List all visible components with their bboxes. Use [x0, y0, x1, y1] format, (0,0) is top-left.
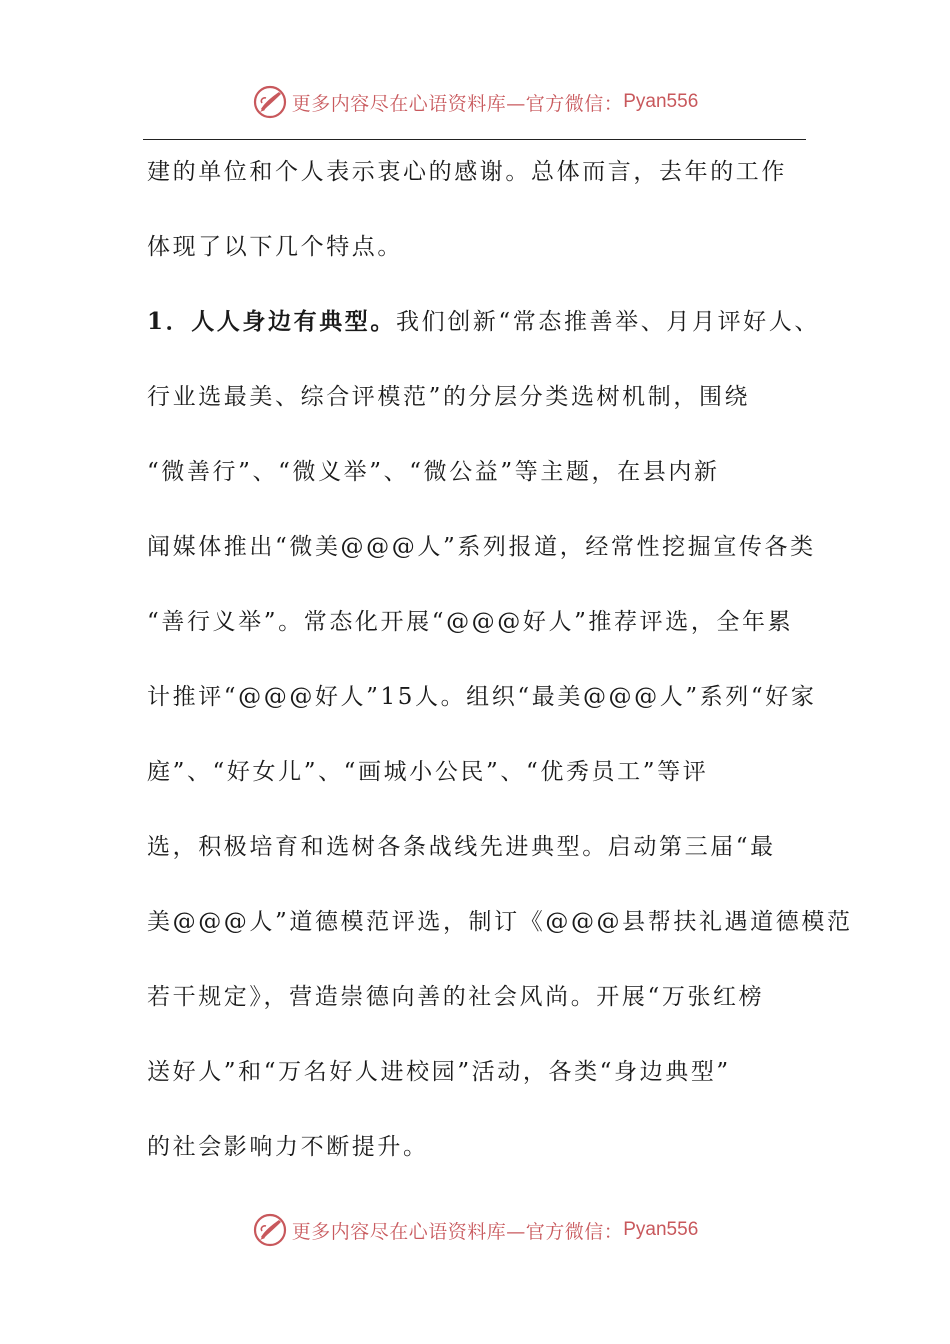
body-line-5: “微善行”、“微义举”、“微公益”等主题，在县内新: [147, 459, 720, 485]
body-line-9: 庭”、“好女儿”、“画城小公民”、“优秀员工”等评: [147, 759, 709, 785]
item-1-first-line: [147, 300, 820, 375]
body-line-4: 行业选最美、综合评模范”的分层分类选树机制，围绕: [147, 384, 751, 410]
pen-logo-icon: [252, 84, 288, 120]
header-divider: [143, 139, 806, 140]
body-line-6: 闻媒体推出“微美@@@人”系列报道，经常性挖掘宣传各类: [147, 534, 816, 560]
body-line-1: 建的单位和个人表示衷心的感谢。总体而言，去年的工作: [147, 159, 787, 185]
watermark-text: 更多内容尽在心语资料库—官方微信：: [291, 92, 624, 115]
item-1-heading: 1．人人身边有典型。: [147, 308, 397, 335]
body-line-14: 的社会影响力不断提升。: [147, 1134, 429, 1160]
body-line-7: “善行义举”。常态化开展“@@@好人”推荐评选，全年累: [147, 609, 794, 635]
pen-logo-icon: [252, 1212, 288, 1248]
footer-watermark: [0, 1210, 950, 1250]
body-line-11: 美@@@人”道德模范评选，制订《@@@县帮扶礼遇道德模范: [147, 909, 853, 935]
watermark-wechat-id: Pyan556: [623, 91, 699, 112]
item-1-text: 我们创新“常态推善举、月月评好人、: [396, 309, 820, 335]
body-line-12: 若干规定》，营造崇德向善的社会风尚。开展“万张红榜: [147, 984, 765, 1010]
watermark-wechat-id: Pyan556: [623, 1219, 699, 1240]
watermark-text: 更多内容尽在心语资料库—官方微信：: [291, 1220, 624, 1243]
header-watermark: [0, 82, 950, 122]
body-line-2: 体现了以下几个特点。: [147, 234, 403, 260]
body-line-10: 选，积极培育和选树各条战线先进典型。启动第三届“最: [147, 834, 776, 860]
document-body: [147, 150, 853, 1200]
body-line-13: 送好人”和“万名好人进校园”活动，各类“身边典型”: [147, 1059, 731, 1085]
body-line-8: 计推评“@@@好人”15人。组织“最美@@@人”系列“好家: [147, 684, 817, 710]
